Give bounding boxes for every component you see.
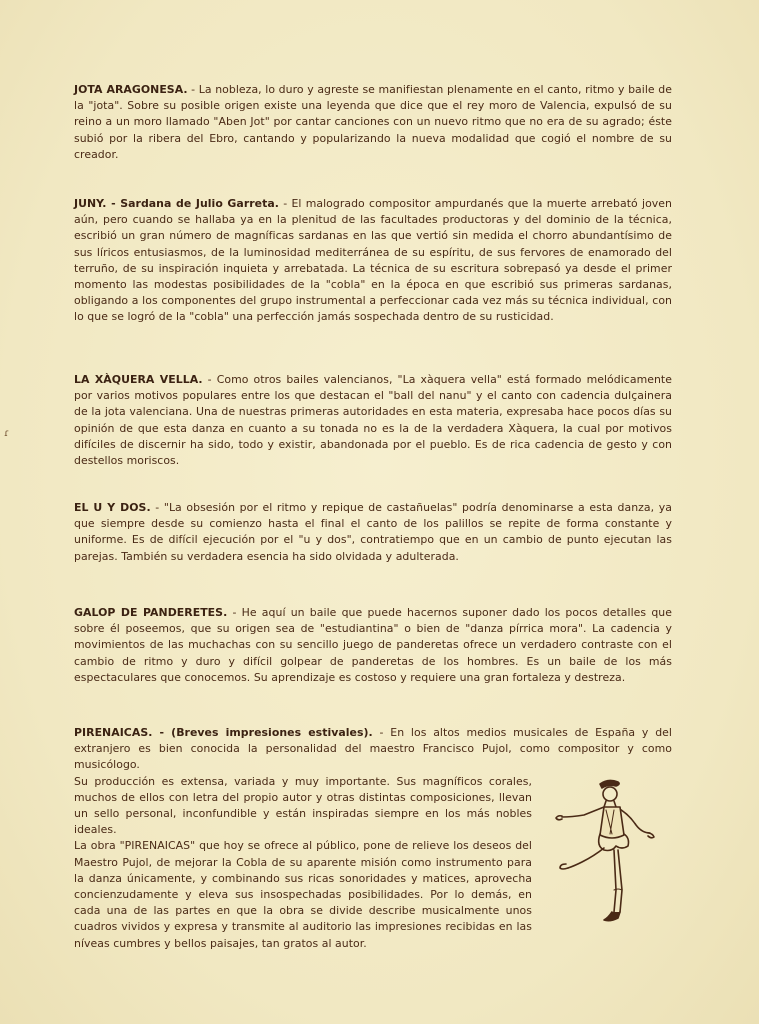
section-body: - "La obsesión por el ritmo y repique de castañuelas" podría denominarse a esta danza, ya que siempre desde su comienzo hasta el final el canto de los palillos se repite de forma constante y uniforme. Es de difícil ejecución por el "u y dos", contratiempo que en un cambio de punto ejecutan las parejas. También su verdadera esencia ha sido olvidada y adulterada. xyxy=(74,501,673,563)
section-heading: LA XÀQUERA VELLA. xyxy=(74,373,203,386)
section-el-u-y-dos xyxy=(74,500,672,565)
section-heading: JOTA ARAGONESA. xyxy=(74,83,188,96)
section-juny xyxy=(74,196,672,326)
section-heading: PIRENAICAS. xyxy=(74,726,153,739)
edge-mark: ɾ xyxy=(4,428,10,439)
section-jota-aragonesa xyxy=(74,82,672,163)
pirenaicas-paragraph-3: La obra "PIRENAICAS" que hoy se ofrece al público, pone de relieve los deseos del Maestro Pujol, de mejorar la Cobla de su aparente misión como instrumento para la danza únicamente, y combinando sus ricas sonoridades y matices, aprovecha concienzudamente y eleva sus insospechadas posibilidades. Por lo demás, en cada una de las partes en que la obra se divide describe musicalmente unos cuadros vividos y expresa y transmite al auditorio las impresiones recibidas en las níveas cumbres y bellos paisajes, tan gratos al autor. xyxy=(74,839,532,950)
pirenaicas-intro xyxy=(74,725,672,774)
dancer-illustration-icon xyxy=(548,770,668,930)
section-body: - He aquí un baile que puede hacernos suponer dado los pocos detalles que sobre él poseemos, que su origen sea de "estudiantina" o bien de "danza pírrica mora". La cadencia y movimientos de las muchachas con su sencillo juego de panderetas ofrece un verdadero contraste con el cambio de ritmo y duro y difícil golpear de panderetas de los hombres. Es un baile de los más espectaculares que conocemos. Su aprendizaje es costoso y requiere una gran fortaleza y destreza. xyxy=(74,606,673,684)
section-heading: GALOP DE PANDERETES. xyxy=(74,606,228,619)
section-subheading: - Sardana de Julio Garreta. xyxy=(106,197,279,210)
section-heading: JUNY. xyxy=(74,197,107,210)
section-body: - La nobleza, lo duro y agreste se manifiestan plenamente en el canto, ritmo y baile de la "jota". Sobre su posible origen existe una leyenda que dice que el rey moro de Valencia, expulsó de su reino a un moro llamado "Aben Jot" por cantar canciones con un nuevo ritmo que no era de su agrado; éste subió por la ribera del Ebro, cantando y popularizando la nueva modalidad que cogió el nombre de su creador. xyxy=(74,83,673,161)
section-heading: EL U Y DOS. xyxy=(74,501,151,514)
section-body: - Como otros bailes valencianos, "La xàquera vella" está formado melódicamente por varios motivos populares entre los que destacan el "ball del nanu" y el canto con cadencia dulçainera de la jota valenciana. Una de nuestras primeras autoridades en esta materia, expresaba hace pocos días su opinión de que esta danza en cuanto a su tonada no es la de la verdadera Xàquera, la cual por motivos difíciles de discernir ha sido, todo y existir, abandonada por el pueblo. Es de rica cadencia de gesto y con destellos moriscos. xyxy=(74,373,673,468)
pirenaicas-paragraph-2: Su producción es extensa, variada y muy importante. Sus magníficos corales, muchos de ellos con letra del propio autor y otras distintas composiciones, llevan un sello personal, inconfundible y están inspiradas siempre en los más nobles ideales. xyxy=(74,774,532,837)
section-body: - En los altos medios musicales de España y del extranjero es bien conocida la personalidad del maestro Francisco Pujol, como compositor y como musicólogo. xyxy=(74,726,672,772)
section-la-xaquera-vella xyxy=(74,372,672,469)
section-galop-de-panderetes xyxy=(74,605,672,686)
section-body: - El malogrado compositor ampurdanés que la muerte arrebató joven aún, pero cuando se hallaba ya en la plenitud de las facultades productoras y del dominio de la técnica, escribió un gran número de magníficas sardanas en las que vertió sin medida el chorro abundantísimo de sus líricos entusiasmos, de la luminosidad mediterránea de su espíritu, de sus fervores de enamorado del terruño, de su inspiración inquieta y arrebatada. La técnica de su escritura sobrepasó ya desde el primer momento las modestas posibilidades de la "cobla" en la época en que escribió sus primeras sardanas, obligando a los componentes del grupo instrumental a perfeccionar cada vez más su técnica individual, con lo que se logró de la "cobla" una perfección jamás sospechada dentro de su rusticidad. xyxy=(74,197,672,324)
section-subheading: - (Breves impresiones estivales). xyxy=(152,726,373,739)
